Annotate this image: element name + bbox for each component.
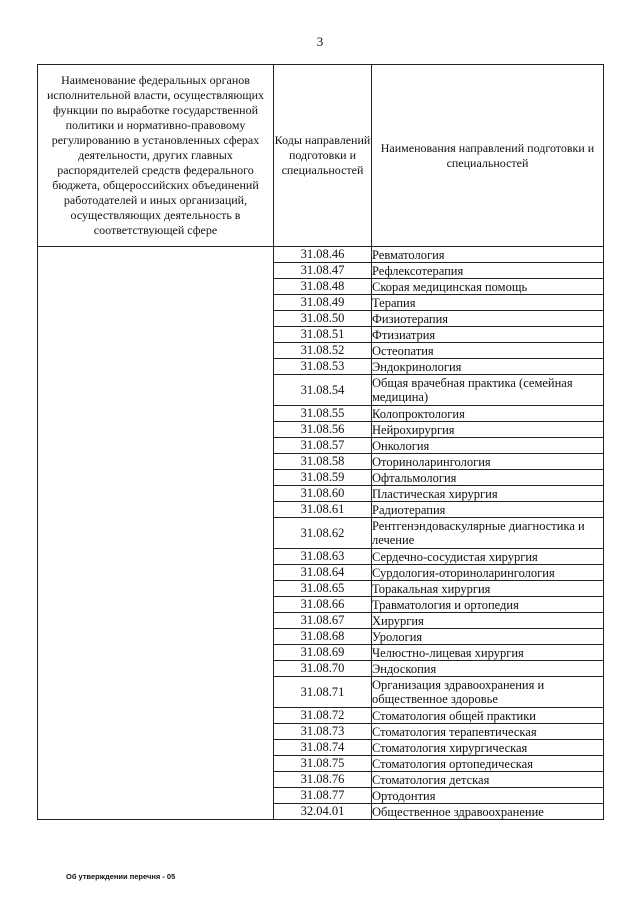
code-cell: 31.08.68	[274, 629, 372, 645]
code-cell: 31.08.50	[274, 311, 372, 327]
code-cell: 31.08.48	[274, 279, 372, 295]
code-cell: 31.08.64	[274, 565, 372, 581]
specialty-name-cell: Общественное здравоохранение	[372, 804, 604, 820]
specialty-name-cell: Эндокринология	[372, 359, 604, 375]
specialty-name-cell: Торакальная хирургия	[372, 581, 604, 597]
code-cell: 31.08.55	[274, 406, 372, 422]
code-cell: 31.08.60	[274, 486, 372, 502]
code-cell: 31.08.66	[274, 597, 372, 613]
code-cell: 31.08.56	[274, 422, 372, 438]
specialty-name-cell: Онкология	[372, 438, 604, 454]
specialty-name-cell: Остеопатия	[372, 343, 604, 359]
code-cell: 31.08.59	[274, 470, 372, 486]
specialty-name-cell: Стоматология терапевтическая	[372, 724, 604, 740]
specialty-name-cell: Рефлексотерапия	[372, 263, 604, 279]
specialty-name-cell: Эндоскопия	[372, 661, 604, 677]
specialty-name-cell: Травматология и ортопедия	[372, 597, 604, 613]
code-cell: 31.08.51	[274, 327, 372, 343]
header-authority: Наименование федеральных органов исполнительной власти, осуществляющих функции по выработке государственной политики и нормативно-правовому регулированию в установленных сферах деятельности, других главных распорядителей средств федерального бюджета, общероссийских объединений работодателей и иных организаций, осуществляющих деятельность в соответствующей сфере	[38, 65, 274, 247]
code-cell: 31.08.57	[274, 438, 372, 454]
code-cell: 32.04.01	[274, 804, 372, 820]
code-cell: 31.08.53	[274, 359, 372, 375]
specialty-name-cell: Стоматология хирургическая	[372, 740, 604, 756]
specialty-name-cell: Челюстно-лицевая хирургия	[372, 645, 604, 661]
specialty-name-cell: Ревматология	[372, 247, 604, 263]
code-cell: 31.08.54	[274, 375, 372, 406]
specialty-name-cell: Стоматология детская	[372, 772, 604, 788]
code-cell: 31.08.62	[274, 518, 372, 549]
code-cell: 31.08.76	[274, 772, 372, 788]
code-cell: 31.08.65	[274, 581, 372, 597]
specialty-name-cell: Общая врачебная практика (семейная медицина)	[372, 375, 604, 406]
specialties-table	[37, 64, 604, 820]
specialty-name-cell: Сердечно-сосудистая хирургия	[372, 549, 604, 565]
code-cell: 31.08.47	[274, 263, 372, 279]
table-row	[38, 247, 604, 263]
footer-note: Об утверждении перечня - 05	[66, 872, 176, 881]
code-cell: 31.08.73	[274, 724, 372, 740]
specialty-name-cell: Сурдология-оториноларингология	[372, 565, 604, 581]
specialty-name-cell: Рентгенэндоваскулярные диагностика и лечение	[372, 518, 604, 549]
code-cell: 31.08.58	[274, 454, 372, 470]
specialty-name-cell: Стоматология общей практики	[372, 708, 604, 724]
code-cell: 31.08.74	[274, 740, 372, 756]
page-number: 3	[316, 34, 324, 49]
specialty-name-cell: Офтальмология	[372, 470, 604, 486]
specialty-name-cell: Скорая медицинская помощь	[372, 279, 604, 295]
header-names: Наименования направлений подготовки и специальностей	[372, 65, 604, 247]
specialty-name-cell: Оториноларингология	[372, 454, 604, 470]
specialty-name-cell: Организация здравоохранения и общественное здоровье	[372, 677, 604, 708]
code-cell: 31.08.75	[274, 756, 372, 772]
specialty-name-cell: Хирургия	[372, 613, 604, 629]
code-cell: 31.08.70	[274, 661, 372, 677]
code-cell: 31.08.61	[274, 502, 372, 518]
code-cell: 31.08.72	[274, 708, 372, 724]
table-body	[38, 247, 604, 820]
specialty-name-cell: Урология	[372, 629, 604, 645]
specialty-name-cell: Стоматология ортопедическая	[372, 756, 604, 772]
specialty-name-cell: Фтизиатрия	[372, 327, 604, 343]
specialty-name-cell: Колопроктология	[372, 406, 604, 422]
code-cell: 31.08.69	[274, 645, 372, 661]
specialty-name-cell: Физиотерапия	[372, 311, 604, 327]
code-cell: 31.08.52	[274, 343, 372, 359]
code-cell: 31.08.63	[274, 549, 372, 565]
specialty-name-cell: Радиотерапия	[372, 502, 604, 518]
code-cell: 31.08.77	[274, 788, 372, 804]
code-cell: 31.08.67	[274, 613, 372, 629]
authority-cell	[38, 247, 274, 820]
code-cell: 31.08.49	[274, 295, 372, 311]
specialty-name-cell: Терапия	[372, 295, 604, 311]
table-header-row	[38, 65, 604, 247]
code-cell: 31.08.46	[274, 247, 372, 263]
specialty-name-cell: Ортодонтия	[372, 788, 604, 804]
header-codes: Коды направлений подготовки и специальностей	[274, 65, 372, 247]
code-cell: 31.08.71	[274, 677, 372, 708]
specialty-name-cell: Нейрохирургия	[372, 422, 604, 438]
specialty-name-cell: Пластическая хирургия	[372, 486, 604, 502]
